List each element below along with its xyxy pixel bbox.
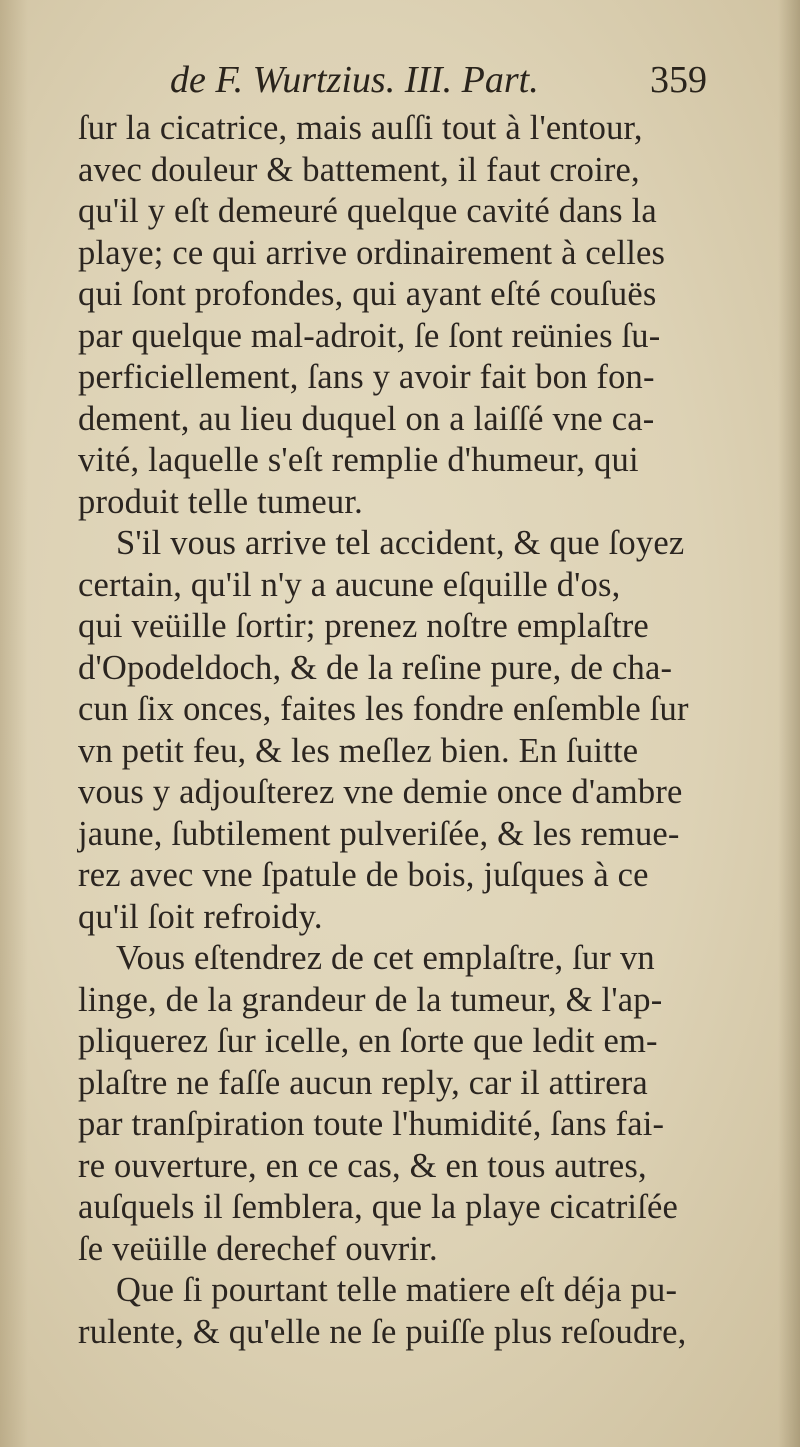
text-line: ſur la cicatrice, mais auſſi tout à l'entour, [78,109,643,147]
running-head-title: de F. Wurtzius. III. Part. [170,59,539,101]
text-line: linge, de la grandeur de la tumeur, & l'ap- [78,980,663,1019]
text-line: dement, au lieu duquel on a laiſſé vne ca- [78,399,655,438]
text-line: vn petit feu, & les meſlez bien. En ſuitte [78,731,639,770]
page-shadow [0,0,28,1447]
text-line: S'il vous arrive tel accident, & que ſoyez [116,524,685,562]
text-line: certain, qu'il n'y a aucune eſquille d'os, [78,565,621,604]
body-text [78,108,768,1353]
text-line: ſe veüille derechef ouvrir. [78,1229,438,1268]
text-line: perficiellement, ſans y avoir fait bon fon- [78,358,655,396]
paragraph [78,108,768,523]
text-line: avec douleur & battement, il faut croire, [78,150,640,189]
text-line: vous y adjouſterez vne demie once d'ambre [78,773,683,811]
text-line: playe; ce qui arrive ordinairement à celles [78,233,666,272]
text-line: par tranſpiration toute l'humidité, ſans fai- [78,1105,665,1143]
text-line: Que ſi pourtant telle matiere eſt déja pu- [116,1271,678,1309]
text-line: jaune, ſubtilement pulveriſée, & les remue- [78,814,680,853]
text-line: rulente, & qu'elle ne ſe puiſſe plus reſoudre, [78,1312,687,1351]
text-line: pliquerez ſur icelle, en ſorte que ledit em- [78,1022,658,1060]
text-line: re ouverture, en ce cas, & en tous autres, [78,1146,647,1185]
text-line: par quelque mal-adroit, ſe ſont reünies ſu- [78,316,661,355]
text-line: d'Opodeldoch, & de la reſine pure, de cha- [78,648,673,687]
text-line: qui ſont profondes, qui ayant eſté couſuës [78,275,657,313]
text-line: qu'il y eſt demeuré quelque cavité dans la [78,192,657,230]
paragraph [78,938,768,1270]
text-line: qui veüille ſortir; prenez noſtre emplaſtre [78,607,649,645]
text-line: vité, laquelle s'eſt remplie d'humeur, qui [78,441,639,479]
running-head [170,58,770,108]
text-line: qu'il ſoit refroidy. [78,897,323,936]
text-line: Vous eſtendrez de cet emplaſtre, ſur vn [116,939,655,977]
paragraph [78,1270,768,1353]
text-line: produit telle tumeur. [78,482,363,521]
text-line: rez avec vne ſpatule de bois, juſques à ce [78,856,649,894]
paragraph [78,523,768,938]
page-number: 359 [650,59,707,101]
page-edge [778,0,800,1447]
text-line: plaſtre ne faſſe aucun reply, car il attirera [78,1063,648,1102]
text-line: cun ſix onces, faites les fondre enſemble ſur [78,690,689,728]
text-line: auſquels il ſemblera, que la playe cicatriſée [78,1188,679,1226]
